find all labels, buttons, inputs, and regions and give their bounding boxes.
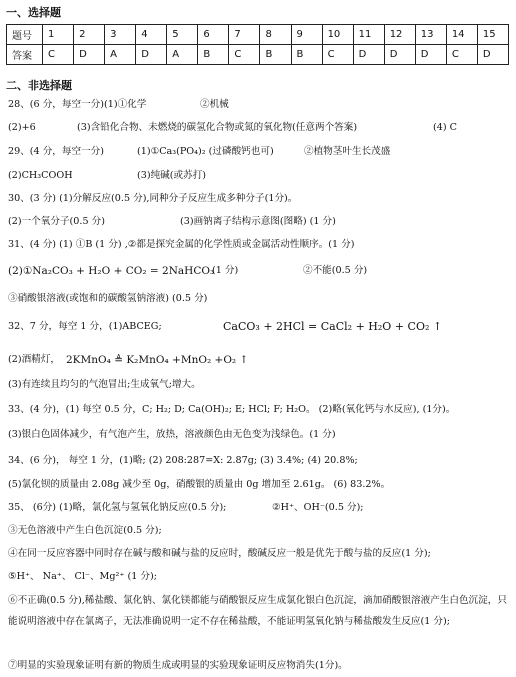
table-cell: 4 [136,25,167,45]
q31-equation-score: (1 分) [212,265,239,276]
q35-part2: ②H⁺、OH⁻(0.5 分); [272,502,364,513]
table-cell: A [105,45,136,65]
table-cell: C [229,45,260,65]
row-label-number: 题号 [7,25,43,45]
table-cell: D [74,45,105,65]
q35-part1: 35、 (6分) (1)略，氯化氢与氢氧化钠反应(0.5 分); [8,502,227,513]
q31-equation: (2)①Na₂CO₃ + H₂O + CO₂ = 2NaHCO₃ [8,265,215,277]
q28-part3: (3)含铅化合物、未燃烧的碳氢化合物或氮的氧化物(任意两个答案) [77,122,358,133]
q28-part1: 28、(6 分，每空一分)(1)①化学 [8,99,147,110]
q28-part2: (2)+6 [8,122,36,133]
q32-part2: (2)酒精灯， [8,354,60,365]
table-cell: C [43,45,74,65]
q29-part1a: (1)①Ca₃(PO₄)₂ (过磷酸钙也可) [137,146,274,157]
q29-part2: (2)CH₃COOH [8,170,73,181]
row-label-answer: 答案 [7,45,43,65]
table-cell: C [446,45,477,65]
table-cell: D [353,45,384,65]
table-cell: B [291,45,322,65]
q33-part3: (3)银白色固体减少，有气泡产生，放热，溶液颜色由无色变为浅绿色。(1 分) [8,429,336,440]
q32-equation1: CaCO₃ + 2HCl = CaCl₂ + H₂O + CO₂ ↑ [223,320,443,333]
q31-part2b: ②不能(0.5 分) [303,265,368,276]
q35-part7: ⑦明显的实验现象证明有新的物质生成或明显的实验现象证明反应物消失(1分)。 [8,660,348,671]
table-cell: 14 [446,25,477,45]
table-cell: 1 [43,25,74,45]
table-cell: 7 [229,25,260,45]
table-row-numbers [7,25,509,45]
q29-part1b: ②植物茎叶生长茂盛 [304,146,391,157]
q30-part1: 30、(3 分) (1)分解反应(0.5 分),同种分子反应生成多种分子(1分)。 [8,193,298,204]
q30-part3: (3)画钠离子结构示意图(图略) (1 分) [180,216,336,227]
table-cell: 15 [477,25,508,45]
q35-part3: ③无色溶液中产生白色沉淀(0.5 分); [8,525,162,536]
q33-part1: 33、(4 分)，(1) 每空 0.5 分，C; H₂; D; Ca(OH)₂; E; HCl; F; H₂O。 (2)略(氧化钙与水反应), (1分)。 [8,404,456,415]
table-cell: 6 [198,25,229,45]
section-title-nonchoice: 二、非选择题 [6,79,72,92]
q34-part1: 34、(6 分)， 每空 1 分，(1)略; (2) 208:287=X: 2.87g; (3) 3.4%; (4) 20.8%; [8,455,358,466]
table-cell: 2 [74,25,105,45]
table-cell: A [167,45,198,65]
table-cell: D [136,45,167,65]
q29-part3: (3)纯碱(或苏打) [137,170,207,181]
table-cell: C [322,45,353,65]
section-title-choice: 一、选择题 [6,6,61,19]
table-cell: 12 [384,25,415,45]
table-cell: D [477,45,508,65]
answer-table [6,24,509,65]
table-row-answers [7,45,509,65]
table-cell: D [384,45,415,65]
q28-part4: (4) C [433,122,457,133]
q30-part2: (2)一个氧分子(0.5 分) [8,216,105,227]
table-cell: 13 [415,25,446,45]
table-cell: B [260,45,291,65]
table-cell: D [415,45,446,65]
table-cell: 10 [322,25,353,45]
q35-part6: ⑥不正确(0.5 分),稀盐酸、氯化钠、氯化镁都能与硝酸银反应生成氯化银白色沉淀，滴加硝酸银溶液产生白色沉淀，只能说明溶液中存在氯离子，无法准确说明一定不存在稀盐酸，不能证明氢氧化钠与稀盐酸发生反应(1 分); [8,595,507,627]
q28-part1b: ②机械 [200,99,229,110]
q34-part2: (5)氯化钡的质量由 2.08g 减少至 0g，硝酸银的质量由 0g 增加至 2.61g。 (6) 83.2%。 [8,479,391,490]
table-cell: 3 [105,25,136,45]
q32-part1: 32、7 分，每空 1 分，(1)ABCEG; [8,321,162,332]
q29-header: 29、(4 分，每空一分) [8,146,105,157]
q32-equation2: 2KMnO₄ ≜ K₂MnO₄ +MnO₂ +O₂ ↑ [66,354,249,366]
table-cell: 5 [167,25,198,45]
table-cell: 9 [291,25,322,45]
q31-part1: 31、(4 分) (1) ①B (1 分) ,②都是探究金属的化学性质或金属活动性顺序。(1 分) [8,239,355,250]
table-cell: 11 [353,25,384,45]
q35-part4: ④在同一反应容器中同时存在碱与酸和碱与盐的反应时，酸碱反应一般是优先于酸与盐的反应(1 分); [8,548,431,559]
q32-part3: (3)有连续且均匀的气泡冒出;生成氧气;增大。 [8,379,201,390]
table-cell: 8 [260,25,291,45]
table-cell: B [198,45,229,65]
q35-part5: ⑤H⁺、 Na⁺、 Cl⁻、Mg²⁺ (1 分); [8,571,157,582]
q31-part3: ③硝酸银溶液(或饱和的碳酸氢钠溶液) (0.5 分) [8,293,208,304]
